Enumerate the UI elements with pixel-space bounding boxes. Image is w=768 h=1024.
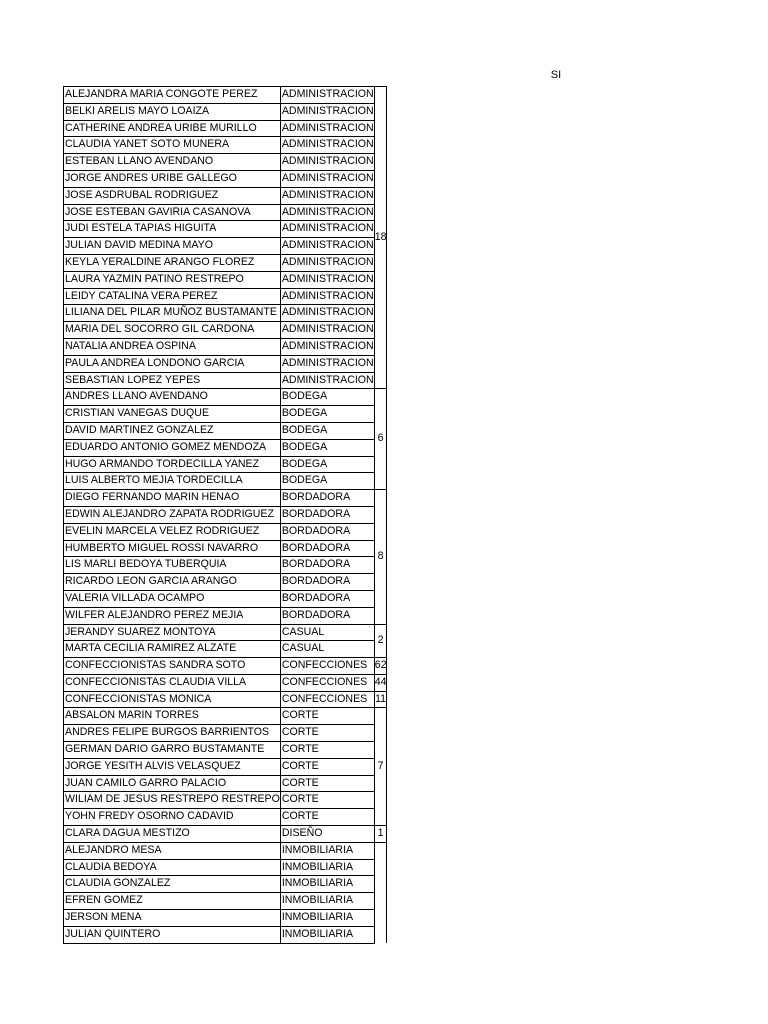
table-row: [64, 204, 387, 221]
table-row: [64, 154, 387, 171]
department-cell[interactable]: INMOBILIARIA: [280, 842, 374, 859]
employee-name-cell[interactable]: SEBASTIAN LOPEZ YEPES: [64, 372, 281, 389]
table-row: [64, 271, 387, 288]
table-row: [64, 876, 387, 893]
department-cell[interactable]: ADMINISTRACION: [280, 120, 374, 137]
employee-name-cell[interactable]: JUAN CAMILO GARRO PALACIO: [64, 775, 281, 792]
employee-name-cell[interactable]: LEIDY CATALINA VERA PEREZ: [64, 288, 281, 305]
department-cell[interactable]: CONFECCIONES: [280, 691, 374, 708]
employee-name-cell[interactable]: YOHN FREDY OSORNO CADAVID: [64, 809, 281, 826]
employee-name-cell[interactable]: DIEGO FERNANDO MARIN HENAO: [64, 490, 281, 507]
employee-name-cell[interactable]: DAVID MARTINEZ GONZALEZ: [64, 422, 281, 439]
department-cell[interactable]: CORTE: [280, 809, 374, 826]
employee-name-cell[interactable]: MARIA DEL SOCORRO GIL CARDONA: [64, 322, 281, 339]
employee-name-cell[interactable]: WILFER ALEJANDRO PEREZ MEJIA: [64, 607, 281, 624]
table-row: [64, 607, 387, 624]
department-cell[interactable]: ADMINISTRACION: [280, 187, 374, 204]
department-cell[interactable]: INMOBILIARIA: [280, 910, 374, 927]
employee-name-cell[interactable]: ALEJANDRO MESA: [64, 842, 281, 859]
employee-name-cell[interactable]: CLAUDIA YANET SOTO MUNERA: [64, 137, 281, 154]
department-cell[interactable]: BORDADORA: [280, 574, 374, 591]
department-cell[interactable]: BODEGA: [280, 406, 374, 423]
group-count-cell[interactable]: 6: [374, 389, 387, 490]
group-count-cell[interactable]: 11: [374, 691, 387, 708]
department-cell[interactable]: CONFECCIONES: [280, 658, 374, 675]
table-row: [64, 456, 387, 473]
table-row: [64, 557, 387, 574]
group-count-cell[interactable]: [374, 842, 387, 943]
department-cell[interactable]: CORTE: [280, 775, 374, 792]
employee-name-cell[interactable]: CONFECCIONISTAS MONICA: [64, 691, 281, 708]
employee-name-cell[interactable]: JULIAN QUINTERO: [64, 926, 281, 943]
employee-name-cell[interactable]: PAULA ANDREA LONDONO GARCIA: [64, 355, 281, 372]
employee-name-cell[interactable]: JORGE YESITH ALVIS VELASQUEZ: [64, 758, 281, 775]
employee-name-cell[interactable]: NATALIA ANDREA OSPINA: [64, 338, 281, 355]
employee-name-cell[interactable]: CONFECCIONISTAS SANDRA SOTO: [64, 658, 281, 675]
employee-name-cell[interactable]: EVELIN MARCELA VELEZ RODRIGUEZ: [64, 523, 281, 540]
employee-name-cell[interactable]: MARTA CECILIA RAMIREZ ALZATE: [64, 641, 281, 658]
department-cell[interactable]: ADMINISTRACION: [280, 322, 374, 339]
employee-name-cell[interactable]: CLAUDIA GONZALEZ: [64, 876, 281, 893]
table-row: [64, 624, 387, 641]
department-cell[interactable]: ADMINISTRACION: [280, 254, 374, 271]
department-cell[interactable]: ADMINISTRACION: [280, 372, 374, 389]
group-count-cell[interactable]: 7: [374, 708, 387, 826]
employee-name-cell[interactable]: KEYLA YERALDINE ARANGO FLOREZ: [64, 254, 281, 271]
group-count-cell[interactable]: 2: [374, 624, 387, 658]
department-cell[interactable]: CORTE: [280, 708, 374, 725]
employee-name-cell[interactable]: JUDI ESTELA TAPIAS HIGUITA: [64, 221, 281, 238]
table-row: [64, 809, 387, 826]
employee-name-cell[interactable]: JORGE ANDRES URIBE GALLEGO: [64, 170, 281, 187]
group-count-cell[interactable]: 44: [374, 674, 387, 691]
employee-name-cell[interactable]: CONFECCIONISTAS CLAUDIA VILLA: [64, 674, 281, 691]
department-cell[interactable]: ADMINISTRACION: [280, 154, 374, 171]
department-cell[interactable]: CASUAL: [280, 624, 374, 641]
department-cell[interactable]: BORDADORA: [280, 490, 374, 507]
table-body: [64, 87, 387, 944]
department-cell[interactable]: BORDADORA: [280, 506, 374, 523]
department-cell[interactable]: ADMINISTRACION: [280, 355, 374, 372]
table-row: [64, 523, 387, 540]
table-row: [64, 305, 387, 322]
department-cell[interactable]: ADMINISTRACION: [280, 170, 374, 187]
table-row: [64, 926, 387, 943]
employee-name-cell[interactable]: RICARDO LEON GARCIA ARANGO: [64, 574, 281, 591]
employee-name-cell[interactable]: LAURA YAZMIN PATINO RESTREPO: [64, 271, 281, 288]
employee-name-cell[interactable]: CRISTIAN VANEGAS DUQUE: [64, 406, 281, 423]
table-row: [64, 758, 387, 775]
si-column-header: SI: [550, 69, 562, 81]
department-cell[interactable]: ADMINISTRACION: [280, 271, 374, 288]
table-row: [64, 170, 387, 187]
department-cell[interactable]: DISEÑO: [280, 826, 374, 843]
department-cell[interactable]: ADMINISTRACION: [280, 288, 374, 305]
department-cell[interactable]: ADMINISTRACION: [280, 221, 374, 238]
table-row: [64, 406, 387, 423]
employee-name-cell[interactable]: ALEJANDRA MARIA CONGOTE PEREZ: [64, 87, 281, 104]
employee-table: [63, 86, 387, 944]
employee-name-cell[interactable]: EDUARDO ANTONIO GOMEZ MENDOZA: [64, 439, 281, 456]
table-row: [64, 422, 387, 439]
department-cell[interactable]: ADMINISTRACION: [280, 87, 374, 104]
table-row: [64, 238, 387, 255]
employee-name-cell[interactable]: LUIS ALBERTO MEJIA TORDECILLA: [64, 473, 281, 490]
department-cell[interactable]: BODEGA: [280, 422, 374, 439]
department-cell[interactable]: INMOBILIARIA: [280, 893, 374, 910]
employee-name-cell[interactable]: ABSALON MARIN TORRES: [64, 708, 281, 725]
department-cell[interactable]: ADMINISTRACION: [280, 338, 374, 355]
department-cell[interactable]: BODEGA: [280, 456, 374, 473]
table-row: [64, 389, 387, 406]
department-cell[interactable]: ADMINISTRACION: [280, 103, 374, 120]
department-cell[interactable]: INMOBILIARIA: [280, 876, 374, 893]
table-row: [64, 288, 387, 305]
table-row: [64, 674, 387, 691]
group-count-cell[interactable]: 62: [374, 658, 387, 675]
employee-name-cell[interactable]: JERANDY SUAREZ MONTOYA: [64, 624, 281, 641]
table-row: [64, 540, 387, 557]
table-row: [64, 590, 387, 607]
department-cell[interactable]: BORDADORA: [280, 523, 374, 540]
group-count-cell[interactable]: 18: [374, 87, 387, 389]
employee-name-cell[interactable]: JULIAN DAVID MEDINA MAYO: [64, 238, 281, 255]
table-row: [64, 910, 387, 927]
table-row: [64, 725, 387, 742]
department-cell[interactable]: CORTE: [280, 725, 374, 742]
table-row: [64, 338, 387, 355]
department-cell[interactable]: CASUAL: [280, 641, 374, 658]
table-row: [64, 490, 387, 507]
group-count-cell[interactable]: 8: [374, 490, 387, 624]
table-row: [64, 506, 387, 523]
department-cell[interactable]: BORDADORA: [280, 557, 374, 574]
department-cell[interactable]: CONFECCIONES: [280, 674, 374, 691]
table-row: [64, 691, 387, 708]
table-row: [64, 473, 387, 490]
department-cell[interactable]: INMOBILIARIA: [280, 859, 374, 876]
employee-name-cell[interactable]: LIS MARLI BEDOYA TUBERQUIA: [64, 557, 281, 574]
employee-name-cell[interactable]: JOSE ASDRUBAL RODRIGUEZ: [64, 187, 281, 204]
department-cell[interactable]: INMOBILIARIA: [280, 926, 374, 943]
table-row: [64, 641, 387, 658]
table-row: [64, 221, 387, 238]
table-row: [64, 574, 387, 591]
table-row: [64, 372, 387, 389]
table-row: [64, 439, 387, 456]
employee-name-cell[interactable]: CLAUDIA BEDOYA: [64, 859, 281, 876]
table-row: [64, 355, 387, 372]
table-row: [64, 859, 387, 876]
employee-name-cell[interactable]: ANDRES FELIPE BURGOS BARRIENTOS: [64, 725, 281, 742]
department-cell[interactable]: BORDADORA: [280, 607, 374, 624]
table-row: [64, 137, 387, 154]
table-row: [64, 842, 387, 859]
employee-name-cell[interactable]: HUGO ARMANDO TORDECILLA YANEZ: [64, 456, 281, 473]
table-row: [64, 658, 387, 675]
table-row: [64, 87, 387, 104]
department-cell[interactable]: BORDADORA: [280, 540, 374, 557]
department-cell[interactable]: CORTE: [280, 792, 374, 809]
table-row: [64, 254, 387, 271]
department-cell[interactable]: BODEGA: [280, 473, 374, 490]
department-cell[interactable]: CORTE: [280, 758, 374, 775]
employee-name-cell[interactable]: ANDRES LLANO AVENDANO: [64, 389, 281, 406]
table-row: [64, 742, 387, 759]
employee-name-cell[interactable]: JERSON MENA: [64, 910, 281, 927]
employee-name-cell[interactable]: ESTEBAN LLANO AVENDANO: [64, 154, 281, 171]
employee-name-cell[interactable]: CATHERINE ANDREA URIBE MURILLO: [64, 120, 281, 137]
employee-name-cell[interactable]: VALERIA VILLADA OCAMPO: [64, 590, 281, 607]
department-cell[interactable]: ADMINISTRACION: [280, 204, 374, 221]
table-row: [64, 120, 387, 137]
employee-name-cell[interactable]: HUMBERTO MIGUEL ROSSI NAVARRO: [64, 540, 281, 557]
employee-name-cell[interactable]: JOSE ESTEBAN GAVIRIA CASANOVA: [64, 204, 281, 221]
department-cell[interactable]: BODEGA: [280, 439, 374, 456]
employee-name-cell[interactable]: LILIANA DEL PILAR MUÑOZ BUSTAMANTE: [64, 305, 281, 322]
employee-name-cell[interactable]: CLARA DAGUA MESTIZO: [64, 826, 281, 843]
department-cell[interactable]: BODEGA: [280, 389, 374, 406]
table-row: [64, 708, 387, 725]
employee-name-cell[interactable]: EFREN GOMEZ: [64, 893, 281, 910]
employee-name-cell[interactable]: GERMAN DARIO GARRO BUSTAMANTE: [64, 742, 281, 759]
table-row: [64, 826, 387, 843]
department-cell[interactable]: BORDADORA: [280, 590, 374, 607]
employee-name-cell[interactable]: BELKI ARELIS MAYO LOAIZA: [64, 103, 281, 120]
department-cell[interactable]: ADMINISTRACION: [280, 238, 374, 255]
table-row: [64, 893, 387, 910]
employee-name-cell[interactable]: EDWIN ALEJANDRO ZAPATA RODRIGUEZ: [64, 506, 281, 523]
employee-name-cell[interactable]: WILIAM DE JESUS RESTREPO RESTREPO: [64, 792, 281, 809]
table-row: [64, 187, 387, 204]
table-row: [64, 792, 387, 809]
department-cell[interactable]: ADMINISTRACION: [280, 305, 374, 322]
table-row: [64, 775, 387, 792]
group-count-cell[interactable]: 1: [374, 826, 387, 843]
table-row: [64, 103, 387, 120]
table-row: [64, 322, 387, 339]
department-cell[interactable]: CORTE: [280, 742, 374, 759]
department-cell[interactable]: ADMINISTRACION: [280, 137, 374, 154]
